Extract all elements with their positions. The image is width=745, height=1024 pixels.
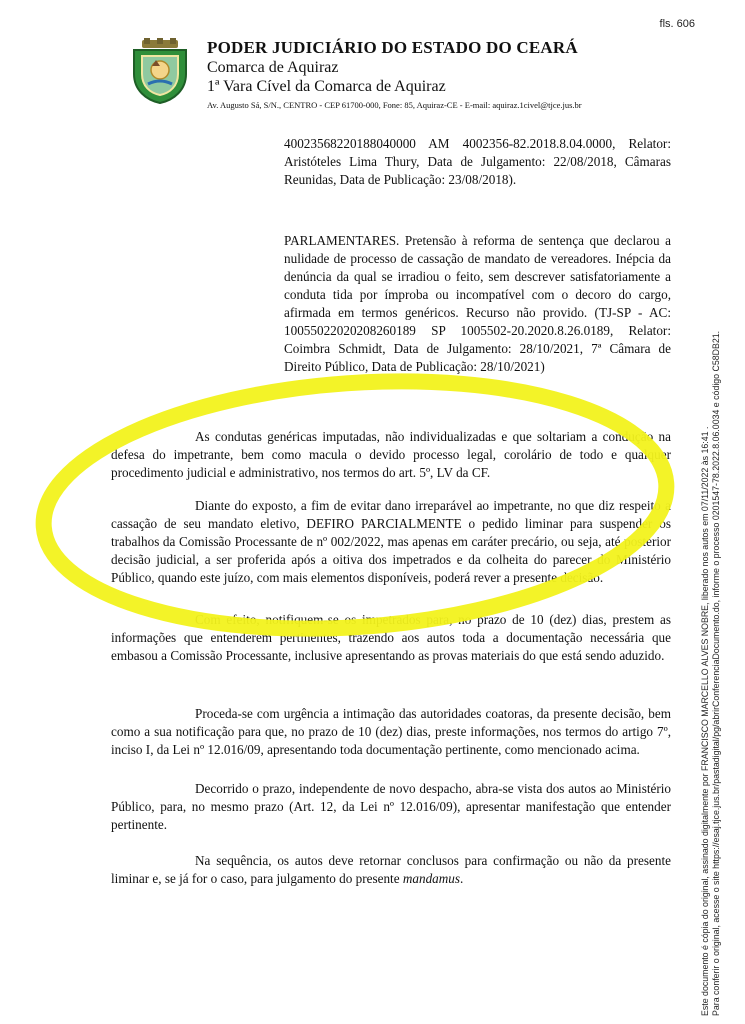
digital-signature-stamp — [700, 16, 722, 1016]
paragraph-text: Proceda-se com urgência a intimação das autoridades coatoras, da presente decisão, bem como a sua notificação para que, no prazo de 10 (dez) dias, preste informações, nos termos do artigo 7º, inciso I, da Lei nº 12.016/09, apresentando toda documentação pertinente, como mencionado acima. — [111, 706, 671, 757]
paragraph — [111, 852, 671, 888]
paragraph — [111, 611, 671, 665]
paragraph-text: Com efeito, notifiquem-se os impetrados para, no prazo de 10 (dez) dias, prestem as informações que entenderem pertinentes, trazendo aos autos toda a documentação necessária que embasou a Comissão Processante, inclusive apresentando as provas materiais do que está sendo aduzido. — [111, 612, 671, 663]
coat-of-arms-icon — [130, 38, 190, 104]
court-header — [207, 38, 687, 112]
citation-block: 40023568220188040000 AM 4002356-82.2018.8.04.0000, Relator: Aristóteles Lima Thury, Data de Julgamento: 22/08/2018, Câmaras Reunidas, Data de Publicação: 23/08/2018). — [284, 136, 671, 187]
page-number: fls. 606 — [659, 18, 695, 30]
comarca: Comarca de Aquiraz — [207, 59, 339, 76]
paragraph-text: Decorrido o prazo, independente de novo despacho, abra-se vista dos autos ao Ministério Público, para, no mesmo prazo (Art. 12, da Lei nº 12.016/09), apresentar manifestação que entender pertinente. — [111, 781, 671, 832]
citation-block: PARLAMENTARES. Pretensão à reforma de sentença que declarou a nulidade de processo de cassação de mandato de vereadores. Inépcia da denúncia da qual se irradiou o feito, sem descrever satisfatoriamente a conduta tida por ímproba ou incompatível com o decoro do cargo, afirmada em termos genéricos. Recurso não provido. (TJ-SP - AC: 10055022020208260189 SP 1005502-20.2020.8.26.0189, Relator: Coimbra Schmidt, Data de Julgamento: 28/10/2021, 7ª Câmara de Direito Público, Data de Publicação: 28/10/2021) — [284, 233, 671, 374]
paragraph — [111, 705, 671, 759]
vara: 1ª Vara Cível da Comarca de Aquiraz — [207, 78, 446, 95]
stamp-line: Para conferir o original, acesse o site https://esaj.tjce.jus.br/pastadigital/pg/abrirConferenciaDocumento.do, informe o processo 0201547-78.2022.8.06.0034 e código C58DB21. — [711, 330, 721, 1016]
court-title: PODER JUDICIÁRIO DO ESTADO DO CEARÁ — [207, 38, 578, 57]
stamp-line: Este documento é cópia do original, assinado digitalmente por FRANCISCO MARCELLO ALVES NOBRE, liberado nos autos em 07/11/2022 às 16:41 . — [700, 426, 710, 1016]
paragraph-text: As condutas genéricas imputadas, não individualizadas e que soltariam a condução na defesa do impetrante, bem como macula o devido processo legal, corolário de todo e qualquer procedimento judicial e administrativo, nos termos do art. 5º, LV da CF. — [111, 429, 671, 480]
paragraph — [111, 780, 671, 834]
paragraph — [111, 497, 671, 587]
paragraph-end: . — [460, 871, 464, 886]
court-address: Av. Augusto Sá, S/N., CENTRO - CEP 61700-000, Fone: 85, Aquiraz-CE - E-mail: aquiraz.1civel@tjce.jus.br — [207, 100, 582, 110]
paragraph — [111, 428, 671, 482]
emphasis-mandamus: mandamus — [402, 871, 461, 886]
paragraph-text: Na sequência, os autos deve retornar conclusos para confirmação ou não da presente liminar e, se já for o caso, para julgamento do presente — [111, 853, 671, 886]
paragraph-text: Diante do exposto, a fim de evitar dano irreparável ao impetrante, no que diz respeito a cassação de seu mandato eletivo, DEFIRO PARCIALMENTE o pedido liminar para suspender os trabalhos da Comissão Processante de nº 002/2022, mas apenas em caráter precário, ou seja, até posterior decisão judicial, a ser proferida após a oitiva dos impetrados e da colheita do parecer do Ministério Público, quando este juízo, com mais elementos disponíveis, poderá rever a presente decisão. — [111, 498, 671, 585]
